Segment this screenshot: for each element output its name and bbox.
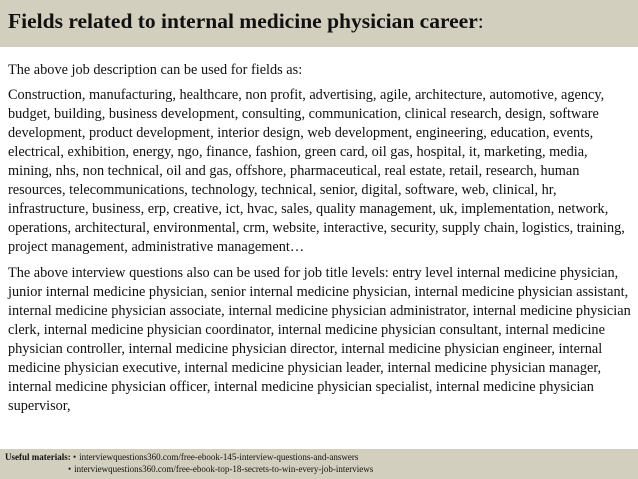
page-title-colon: : [477,9,484,33]
page-title [8,9,484,34]
footer-link-ebook-top-18[interactable]: interviewquestions360.com/free-ebook-top-18-secrets-to-win-every-job-interviews [74,464,374,474]
page-title-text: Fields related to internal medicine physician career [8,9,478,33]
footer-row-1 [5,452,358,463]
footer-link-ebook-145[interactable]: interviewquestions360.com/free-ebook-145-interview-questions-and-answers [79,452,359,462]
footer-label [5,452,71,462]
bullet-icon: • [73,452,77,462]
bullet-icon: • [68,464,72,474]
footer-row-2 [68,464,373,475]
footer-label-separator: : [67,452,71,462]
title-bar [0,0,638,47]
job-levels-paragraph: The above interview questions also can be used for job title levels: entry level internal medicine physician, junior internal medicine physician, senior internal medicine physician, internal medicine physician assistant, internal medicine physician associate, internal medicine physician administrator, internal medicine physician clerk, internal medicine physician coordinator, internal medicine physician consultant, internal medicine physician controller, internal medicine physician director, internal medicine physician engineer, internal medicine physician executive, internal medicine physician leader, internal medicine physician manager, internal medicine physician officer, internal medicine physician specialist, internal medicine physician supervisor, [8,265,631,414]
slide-content [8,61,634,416]
intro-text: The above job description can be used for fields as: [8,62,303,78]
fields-paragraph: Construction, manufacturing, healthcare, non profit, advertising, agile, architecture, automotive, agency, budget, building, business development, consulting, communication, clinical research, design, software development, product development, interior design, web development, engineering, education, events, electrical, exhibition, energy, ngo, finance, fashion, green card, oil gas, hospital, it, marketing, media, mining, nhs, non technical, oil and gas, offshore, pharmaceutical, real estate, retail, research, human resources, telecommunications, technology, technical, senior, digital, software, web, clinical, hr, infrastructure, business, erp, creative, ict, hvac, sales, quality management, uk, implementation, network, operations, architectural, environmental, crm, website, interactive, security, supply chain, logistics, training, project management, administrative management… [8,87,625,255]
footer [0,449,638,479]
footer-label-text: Useful materials [5,452,68,462]
